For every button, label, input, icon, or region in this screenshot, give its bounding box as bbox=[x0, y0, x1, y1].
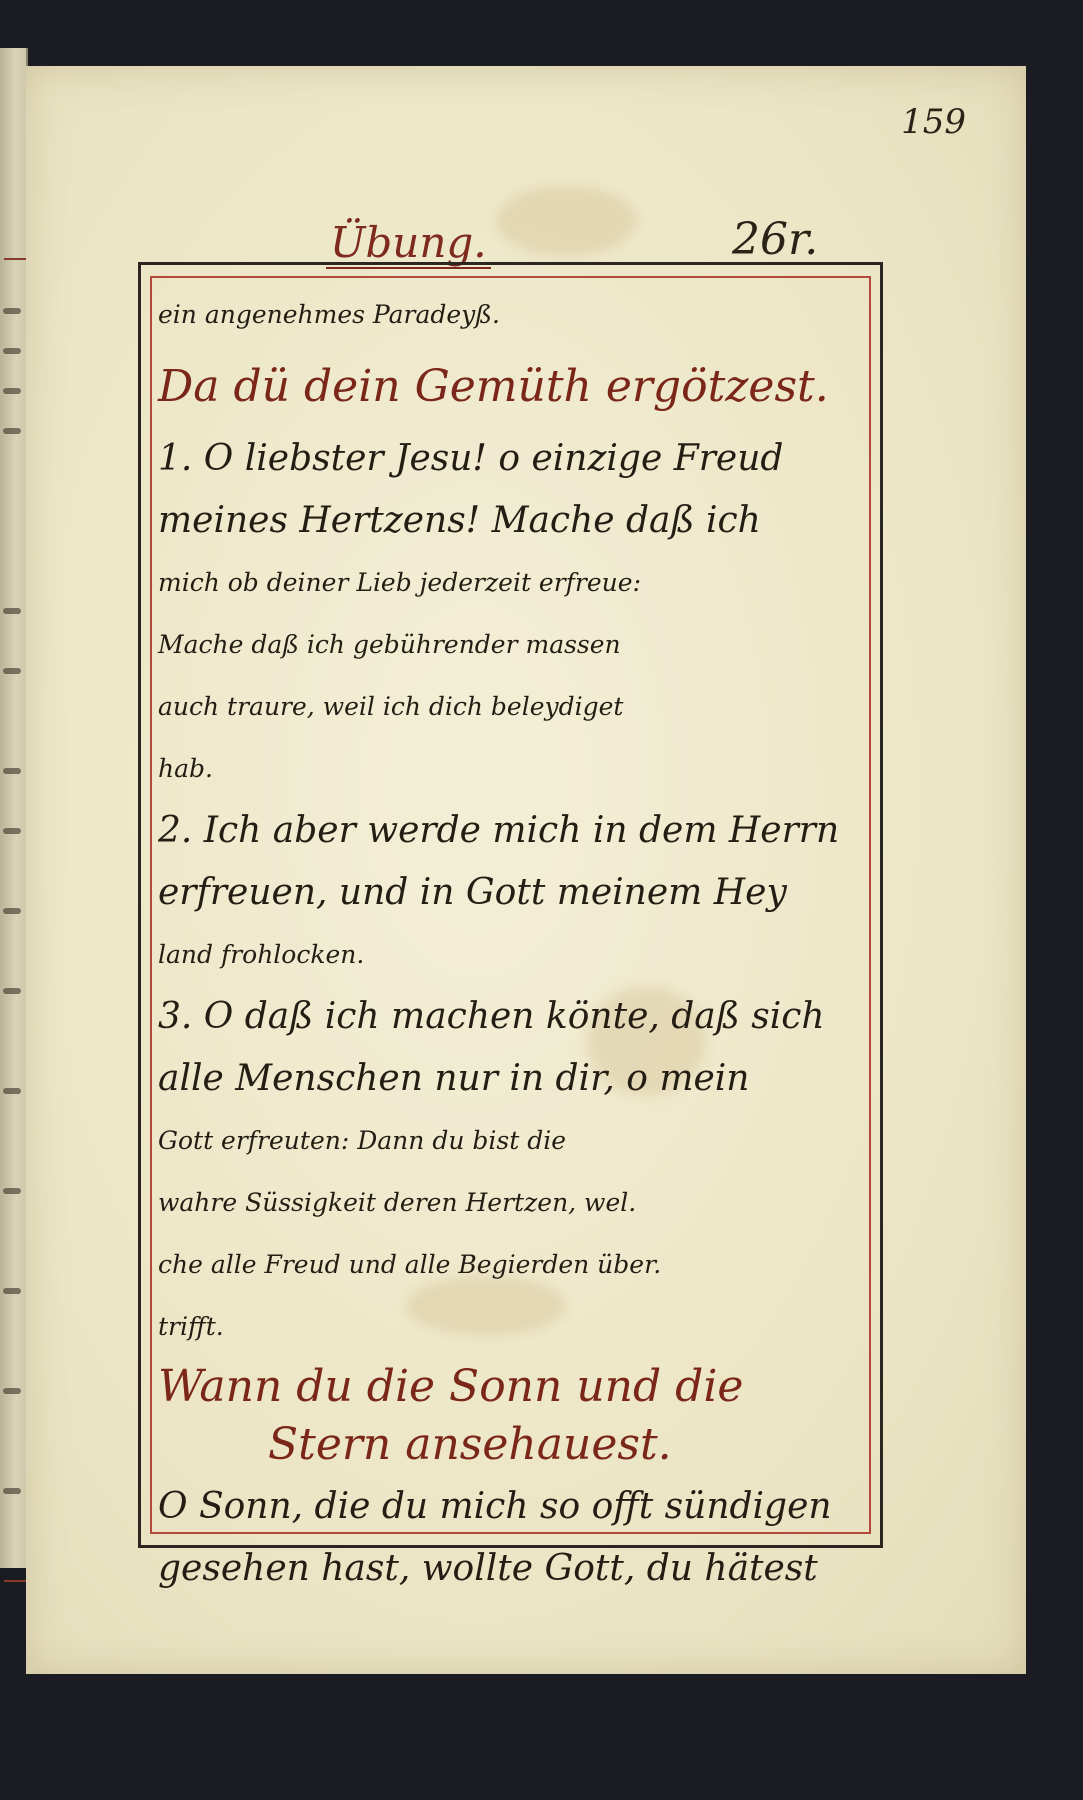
previous-page-ink bbox=[3, 768, 21, 774]
text-line: erfreuen, und in Gott meinem Hey bbox=[158, 872, 787, 913]
leaf-number: 26r. bbox=[732, 214, 819, 265]
previous-page-ink bbox=[3, 388, 21, 394]
previous-page-ink bbox=[3, 428, 21, 434]
text-line: O Sonn, die du mich so offt sündigen bbox=[158, 1486, 832, 1527]
running-head: Übung. bbox=[326, 218, 491, 269]
previous-page-ink bbox=[3, 828, 21, 834]
text-line: Mache daß ich gebührender massen bbox=[158, 630, 621, 659]
stain bbox=[496, 186, 636, 256]
text-line: wahre Süssigkeit deren Hertzen, wel. bbox=[158, 1188, 637, 1217]
text-line: 2. Ich aber werde mich in dem Herrn bbox=[158, 810, 840, 851]
previous-page-ink bbox=[3, 668, 21, 674]
text-line: meines Hertzens! Mache daß ich bbox=[158, 500, 761, 541]
heading-text: Da dü dein Gemüth ergötzest. bbox=[158, 361, 829, 412]
text-line: Gott erfreuten: Dann du bist die bbox=[158, 1126, 566, 1155]
heading-text: Wann du die Sonn und die bbox=[158, 1361, 744, 1412]
previous-page-ink bbox=[3, 908, 21, 914]
text-line: ein angenehmes Paradeyß. bbox=[158, 300, 500, 329]
text-line: 3. O daß ich machen könte, daß sich bbox=[158, 996, 825, 1037]
heading-text-continued: Stern ansehauest. bbox=[268, 1419, 672, 1470]
text-line: alle Menschen nur in dir, o mein bbox=[158, 1058, 750, 1099]
previous-page-ink bbox=[3, 608, 21, 614]
manuscript-page bbox=[26, 66, 1026, 1674]
previous-page-edge bbox=[0, 48, 28, 1568]
text-line: trifft. bbox=[158, 1312, 224, 1341]
folio-number: 159 bbox=[901, 102, 966, 142]
text-line: land frohlocken. bbox=[158, 940, 365, 969]
text-line: auch traure, weil ich dich beleydiget bbox=[158, 692, 624, 721]
previous-page-ink bbox=[3, 988, 21, 994]
text-line: che alle Freud und alle Begierden über. bbox=[158, 1250, 662, 1279]
section-heading-1 bbox=[158, 346, 864, 428]
previous-page-frame bbox=[4, 258, 26, 1582]
text-block bbox=[158, 284, 864, 1589]
text-line: mich ob deiner Lieb jederzeit erfreue: bbox=[158, 568, 641, 597]
previous-page-ink bbox=[3, 1488, 21, 1494]
previous-page-ink bbox=[3, 308, 21, 314]
text-line: 1. O liebster Jesu! o einzige Freud bbox=[158, 438, 784, 479]
text-line: gesehen hast, wollte Gott, du hätest bbox=[158, 1548, 818, 1589]
previous-page-ink bbox=[3, 1288, 21, 1294]
section-heading-2 bbox=[158, 1358, 864, 1476]
previous-page-ink bbox=[3, 1188, 21, 1194]
previous-page-ink bbox=[3, 1088, 21, 1094]
previous-page-ink bbox=[3, 1388, 21, 1394]
text-line: hab. bbox=[158, 754, 213, 783]
previous-page-ink bbox=[3, 348, 21, 354]
